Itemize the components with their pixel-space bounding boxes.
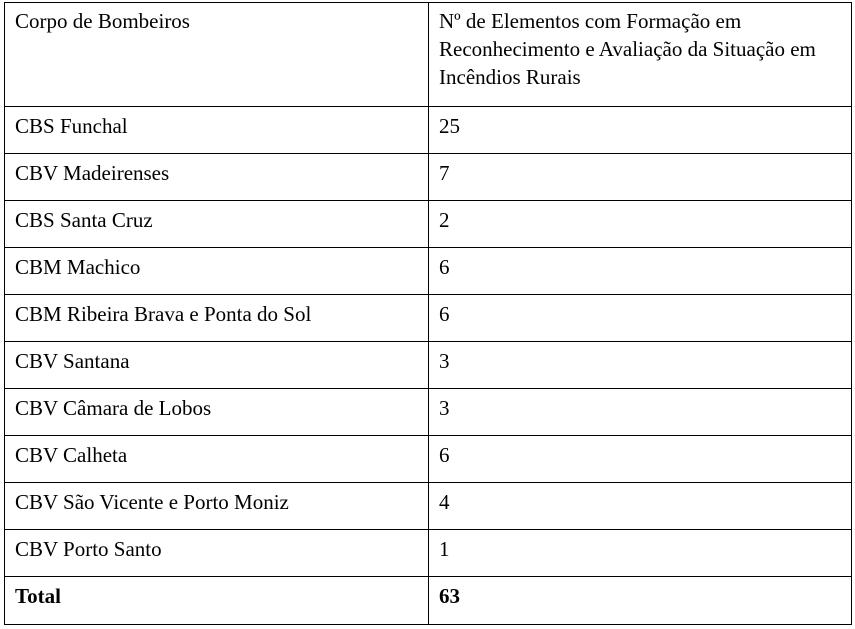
brigade-name: CBV Câmara de Lobos (5, 389, 429, 436)
brigade-name: CBV São Vicente e Porto Moniz (5, 483, 429, 530)
trained-count: 6 (429, 436, 852, 483)
table-header-row (5, 3, 852, 107)
table-total-row (5, 577, 852, 625)
table-row (5, 107, 852, 154)
brigade-name: CBM Machico (5, 248, 429, 295)
total-label: Total (5, 577, 429, 625)
total-value: 63 (429, 577, 852, 625)
table-row (5, 248, 852, 295)
fire-brigades-table (4, 2, 852, 625)
header-trained-elements: Nº de Elementos com Formação em Reconhecimento e Avaliação da Situação em Incêndios Rurais (429, 3, 852, 107)
table-row (5, 342, 852, 389)
trained-count: 7 (429, 154, 852, 201)
trained-count: 4 (429, 483, 852, 530)
table-row (5, 436, 852, 483)
trained-count: 6 (429, 248, 852, 295)
brigade-name: CBV Santana (5, 342, 429, 389)
table-row (5, 201, 852, 248)
header-brigade: Corpo de Bombeiros (5, 3, 429, 107)
table-row (5, 295, 852, 342)
brigade-name: CBM Ribeira Brava e Ponta do Sol (5, 295, 429, 342)
trained-count: 25 (429, 107, 852, 154)
trained-count: 3 (429, 389, 852, 436)
brigade-name: CBV Madeirenses (5, 154, 429, 201)
brigade-name: CBV Porto Santo (5, 530, 429, 577)
table-row (5, 530, 852, 577)
trained-count: 6 (429, 295, 852, 342)
trained-count: 2 (429, 201, 852, 248)
trained-count: 3 (429, 342, 852, 389)
table-row (5, 154, 852, 201)
table-row (5, 389, 852, 436)
brigade-name: CBS Funchal (5, 107, 429, 154)
brigade-name: CBV Calheta (5, 436, 429, 483)
table-row (5, 483, 852, 530)
trained-count: 1 (429, 530, 852, 577)
brigade-name: CBS Santa Cruz (5, 201, 429, 248)
